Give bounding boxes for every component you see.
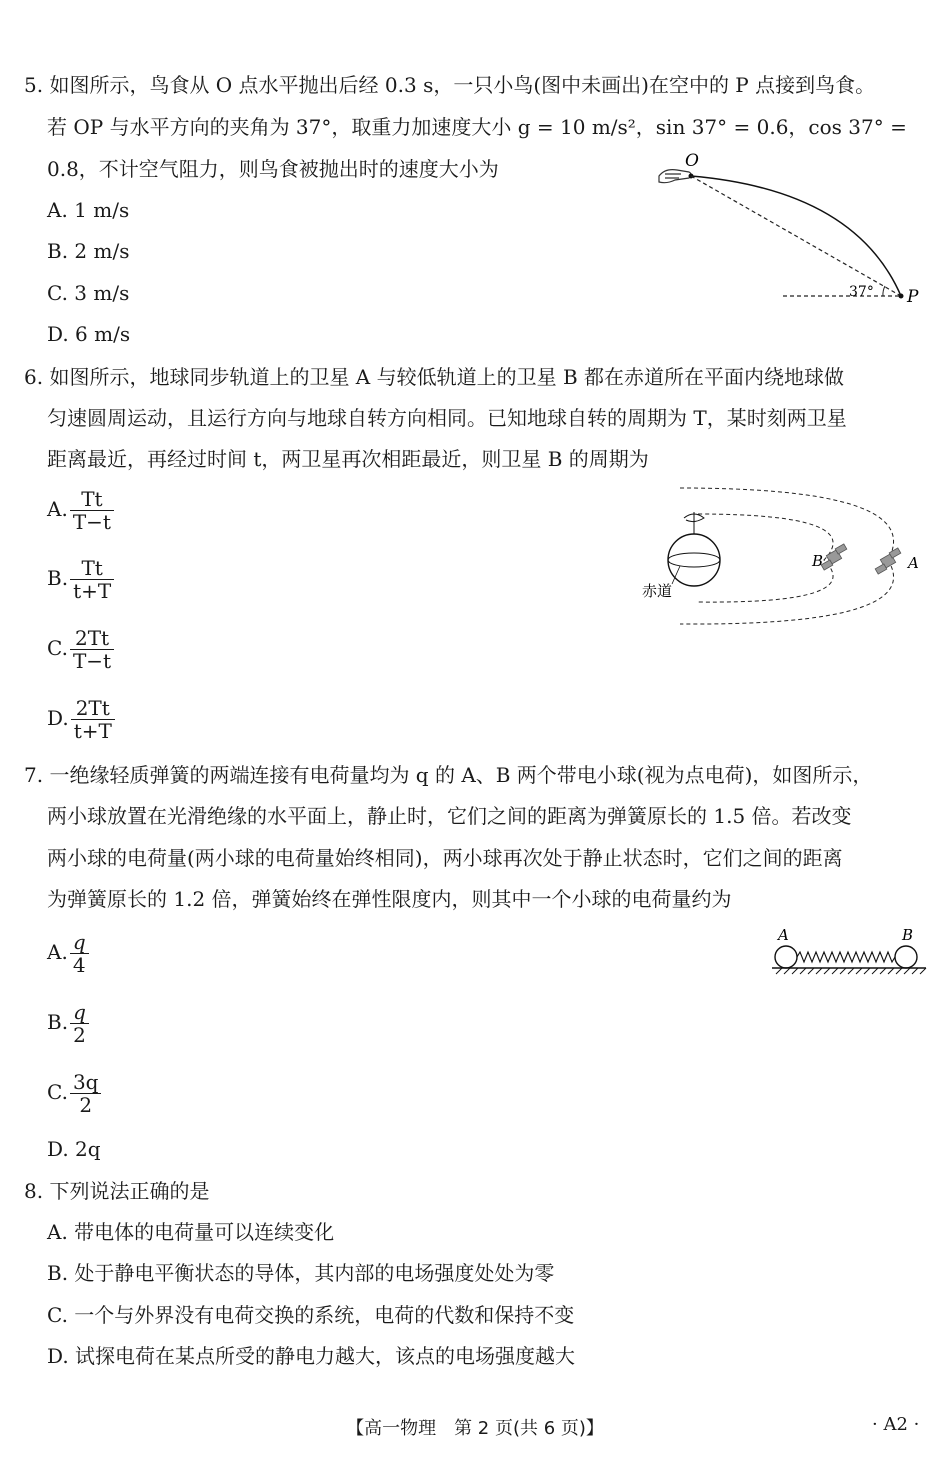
label-b: B [812,552,824,570]
q7-line-1: 7. 一绝缘轻质弹簧的两端连接有电荷量均为 q 的 A、B 两个带电小球(视为点电荷)，如图所示， [24,763,873,787]
page-footer: 【高一物理 第 2 页(共 6 页)】 [346,1418,604,1439]
q7-line-2: 两小球放置在光滑绝缘的水平面上，静止时，它们之间的距离为弹簧原长的 1.5 倍。若改变 [47,804,852,828]
q6-orbit-figure [638,484,930,630]
q5-line-3: 0.8，不计空气阻力，则鸟食被抛出时的速度大小为 [47,157,499,181]
page-code: · A2 · [872,1414,920,1435]
q7-option-c: C. $\frac{3q}{2}$ [47,1071,101,1116]
q8-option-b: B. 处于静电平衡状态的导体，其内部的电场强度处处为零 [47,1261,555,1285]
angle-label: 37° [849,284,874,300]
satellite-b-icon [821,544,847,570]
q6-line-2: 匀速圆周运动，且运行方向与地球自转方向相同。已知地球自转的周期为 T，某时刻两卫星 [47,406,847,430]
equator-label: 赤道 [642,582,673,600]
q5-option-c: C. 3 m/s [47,281,130,305]
label-a: A [908,554,919,572]
q6-line-1: 6. 如图所示，地球同步轨道上的卫星 A 与较低轨道上的卫星 B 都在赤道所在平面内绕地球做 [24,365,845,389]
q6-line-3: 距离最近，再经过时间 t，两卫星再次相距最近，则卫星 B 的周期为 [47,447,649,471]
q7-line-4: 为弹簧原长的 1.2 倍，弹簧始终在弹性限度内，则其中一个小球的电荷量约为 [47,887,732,911]
label-o: O [685,151,699,171]
q7-option-d: D. 2q [47,1137,101,1161]
q7-spring-figure [768,924,930,980]
q8-option-a: A. 带电体的电荷量可以连续变化 [47,1220,335,1244]
label-b: B [902,926,914,944]
label-p: P [907,287,919,307]
q8-stem: 8. 下列说法正确的是 [24,1179,210,1203]
q7-option-b: B. $\frac{q}{2}$ [47,1001,89,1046]
q5-line-2: 若 OP 与水平方向的夹角为 37°，取重力加速度大小 g = 10 m/s²，sin 37° = 0.6，cos 37° = [47,115,907,139]
q5-option-a: A. 1 m/s [47,198,130,222]
q5-projectile-figure [655,150,930,310]
q7-line-3: 两小球的电荷量(两小球的电荷量始终相同)，两小球再次处于静止状态时，它们之间的距离 [47,846,843,870]
q6-option-d: D. $\frac{2Tt}{t+T}$ [47,697,115,742]
hand-icon [659,170,691,183]
q8-option-c: C. 一个与外界没有电荷交换的系统，电荷的代数和保持不变 [47,1303,575,1327]
q5-line-1: 5. 如图所示，鸟食从 O 点水平抛出后经 0.3 s，一只小鸟(图中未画出)在空中的 P 点接到鸟食。 [24,73,876,97]
q6-option-a: A. $\frac{Tt}{T-t}$ [47,488,114,533]
q5-option-b: B. 2 m/s [47,239,130,263]
q6-option-c: C. $\frac{2Tt}{T-t}$ [47,627,114,672]
q7-option-a: A. $\frac{q}{4}$ [47,931,89,976]
q5-option-d: D. 6 m/s [47,322,131,346]
q8-option-d: D. 试探电荷在某点所受的静电力越大，该点的电场强度越大 [47,1344,576,1368]
q6-option-b: B. $\frac{Tt}{t+T}$ [47,557,114,602]
label-a: A [778,926,789,944]
satellite-a-icon [875,548,901,574]
